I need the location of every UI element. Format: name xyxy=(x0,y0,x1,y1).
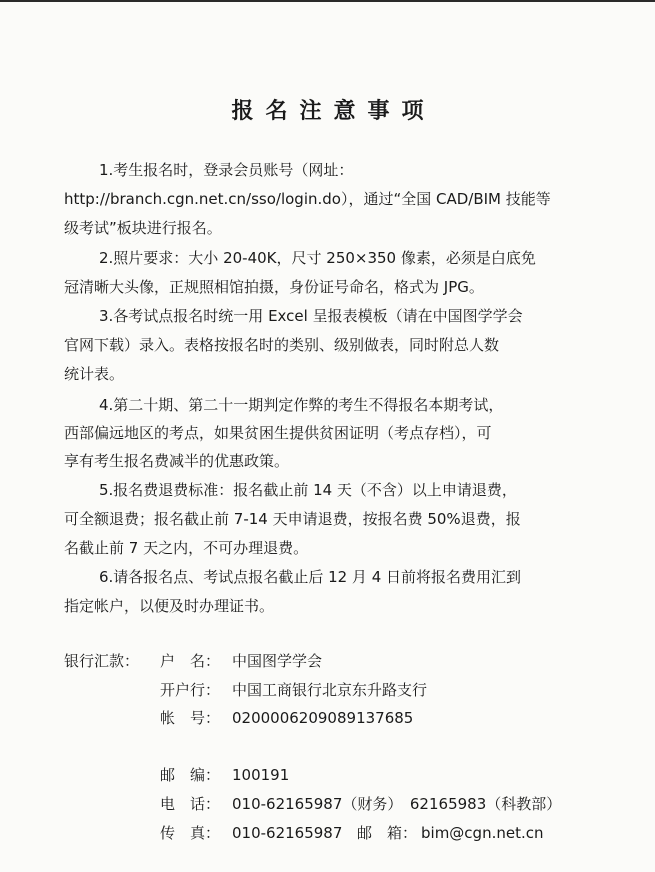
account-name-value: 中国图学学会 xyxy=(232,652,323,670)
note-2-line-2: 冠清晰大头像，正规照相馆拍摄，身份证号命名，格式为 JPG。 xyxy=(64,278,484,296)
postcode-value: 100191 xyxy=(232,766,290,784)
page-title: 报名注意事项 xyxy=(231,98,436,124)
note-2-line-1: 2.照片要求：大小 20-40K，尺寸 250×350 像素，必须是白底免 xyxy=(99,249,536,267)
note-6-line-2: 指定帐户，以便及时办理证书。 xyxy=(64,597,275,615)
note-3-line-2: 官网下载）录入。表格按报名时的类别、级别做表，同时附总人数 xyxy=(64,336,500,354)
note-1-line-1: 1.考生报名时，登录会员账号（网址： xyxy=(99,161,354,179)
note-5-line-3: 名截止前 7 天之内，不可办理退费。 xyxy=(64,539,309,557)
note-4-line-1: 4.第二十期、第二十一期判定作弊的考生不得报名本期考试， xyxy=(99,396,504,414)
bank-label: 开户行： xyxy=(160,681,221,699)
email-label: 邮 箱： xyxy=(357,824,418,842)
note-5-line-1: 5.报名费退费标准：报名截止前 14 天（不含）以上申请退费， xyxy=(99,481,517,499)
note-5-line-2: 可全额退费；报名截止前 7-14 天申请退费，按报名费 50%退费，报 xyxy=(64,510,521,528)
note-1-line-3: 级考试”板块进行报名。 xyxy=(64,219,222,237)
note-3-line-1: 3.各考试点报名时统一用 Excel 呈报表模板（请在中国图学学会 xyxy=(99,307,523,325)
postcode-label: 邮 编： xyxy=(160,766,221,784)
bank-name-value: 中国工商银行北京东升路支行 xyxy=(232,681,428,699)
phone-label: 电 话： xyxy=(160,795,221,813)
account-no-value: 0200006209089137685 xyxy=(232,709,414,727)
bank-heading: 银行汇款： xyxy=(64,652,140,670)
email-value: bim@cgn.net.cn xyxy=(421,824,544,842)
note-4-line-2: 西部偏远地区的考点，如果贫困生提供贫困证明（考点存档），可 xyxy=(64,424,492,442)
phone-value: 010-62165987（财务） 62165983（科教部） xyxy=(232,795,562,813)
note-6-line-1: 6.请各报名点、考试点报名截止后 12 月 4 日前将报名费用汇到 xyxy=(99,568,522,586)
note-4-line-3: 享有考生报名费减半的优惠政策。 xyxy=(64,452,290,470)
scan-top-edge xyxy=(0,0,655,2)
note-1-line-2: http://branch.cgn.net.cn/sso/login.do），通过“全国 CAD/BIM 技能等 xyxy=(64,190,551,208)
note-3-line-3: 统计表。 xyxy=(64,365,125,383)
fax-label: 传 真： xyxy=(160,824,221,842)
fax-value: 010-62165987 xyxy=(232,824,343,842)
account-no-label: 帐 号： xyxy=(160,709,221,727)
account-name-label: 户 名： xyxy=(160,652,221,670)
